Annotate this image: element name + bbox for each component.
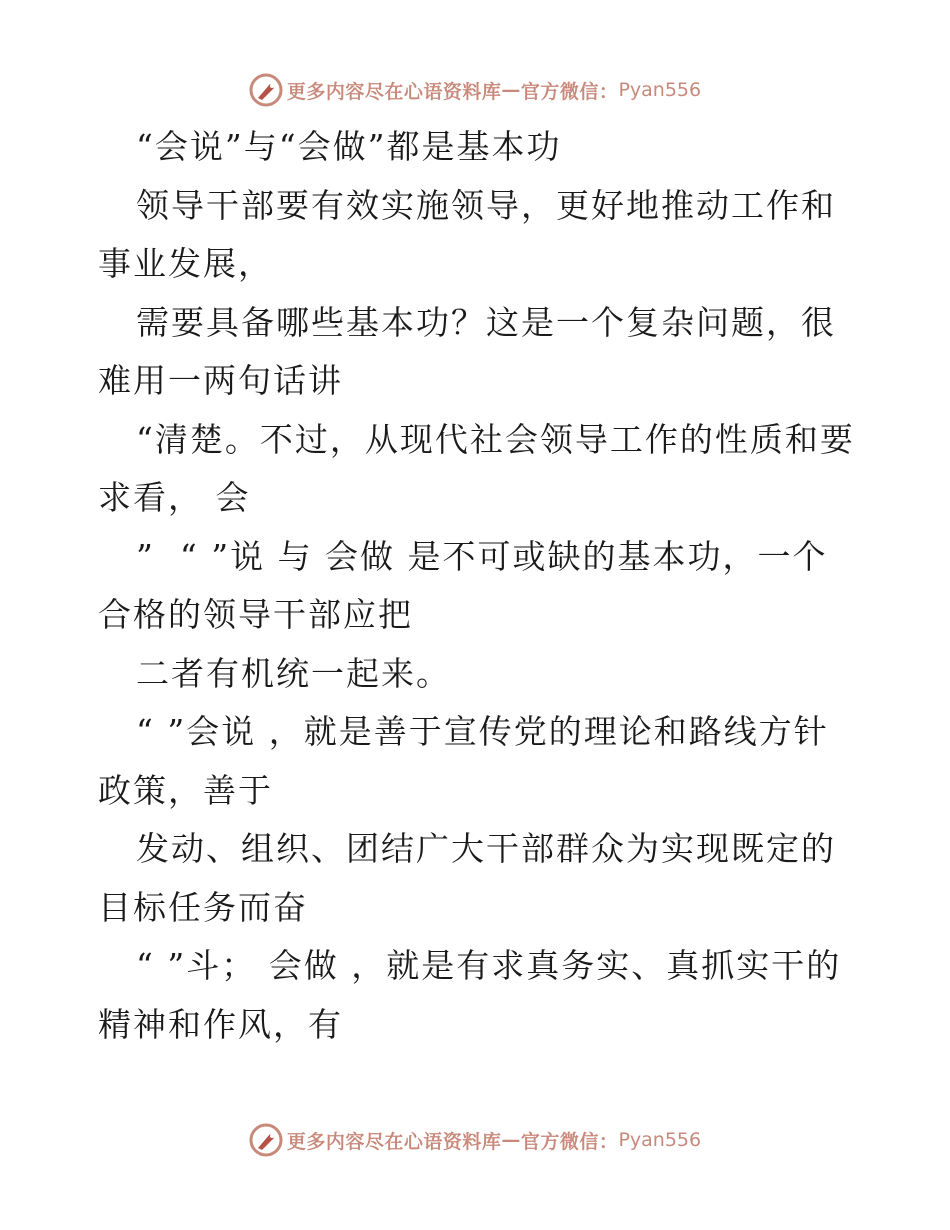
document-body (98, 118, 858, 1054)
header-banner (0, 70, 950, 110)
banner-text: 更多内容尽在心语资料库 (286, 80, 502, 103)
wechat-label: 官方微信： (520, 80, 619, 103)
paragraph: 二者有机统一起来。 (136, 653, 451, 693)
paragraph: “清楚。不过，从现代社会领导工作的性质和要求看， 会 (98, 419, 855, 517)
wechat-id: Pyan556 (618, 1129, 702, 1151)
pen-nib-logo-icon (249, 73, 283, 107)
paragraph: ” “ ”说 与 会做 是不可或缺的基本功，一个合格的领导干部应把 (98, 536, 828, 634)
pen-nib-logo-icon (249, 1123, 283, 1157)
paragraph: 领导干部要有效实施领导，更好地推动工作和事业发展， (98, 185, 836, 283)
banner-dash: — (501, 79, 521, 101)
paragraph: 需要具备哪些基本功？这是一个复杂问题，很难用一两句话讲 (98, 302, 836, 400)
paragraph: 发动、组织、团结广大干部群众为实现既定的目标任务而奋 (98, 829, 836, 927)
paragraph: “ ”会说 ，就是善于宣传党的理论和路线方针政策，善于 (98, 712, 829, 810)
wechat-label: 官方微信： (520, 1130, 619, 1153)
banner-text: 更多内容尽在心语资料库 (286, 1130, 502, 1153)
document-title: “会说”与“会做”都是基本功 (136, 127, 562, 166)
wechat-id: Pyan556 (618, 79, 702, 101)
footer-banner (0, 1120, 950, 1160)
paragraph: “ ”斗； 会做 ，就是有求真务实、真抓实干的精神和作风，有 (98, 946, 842, 1044)
banner-dash: — (501, 1129, 521, 1151)
